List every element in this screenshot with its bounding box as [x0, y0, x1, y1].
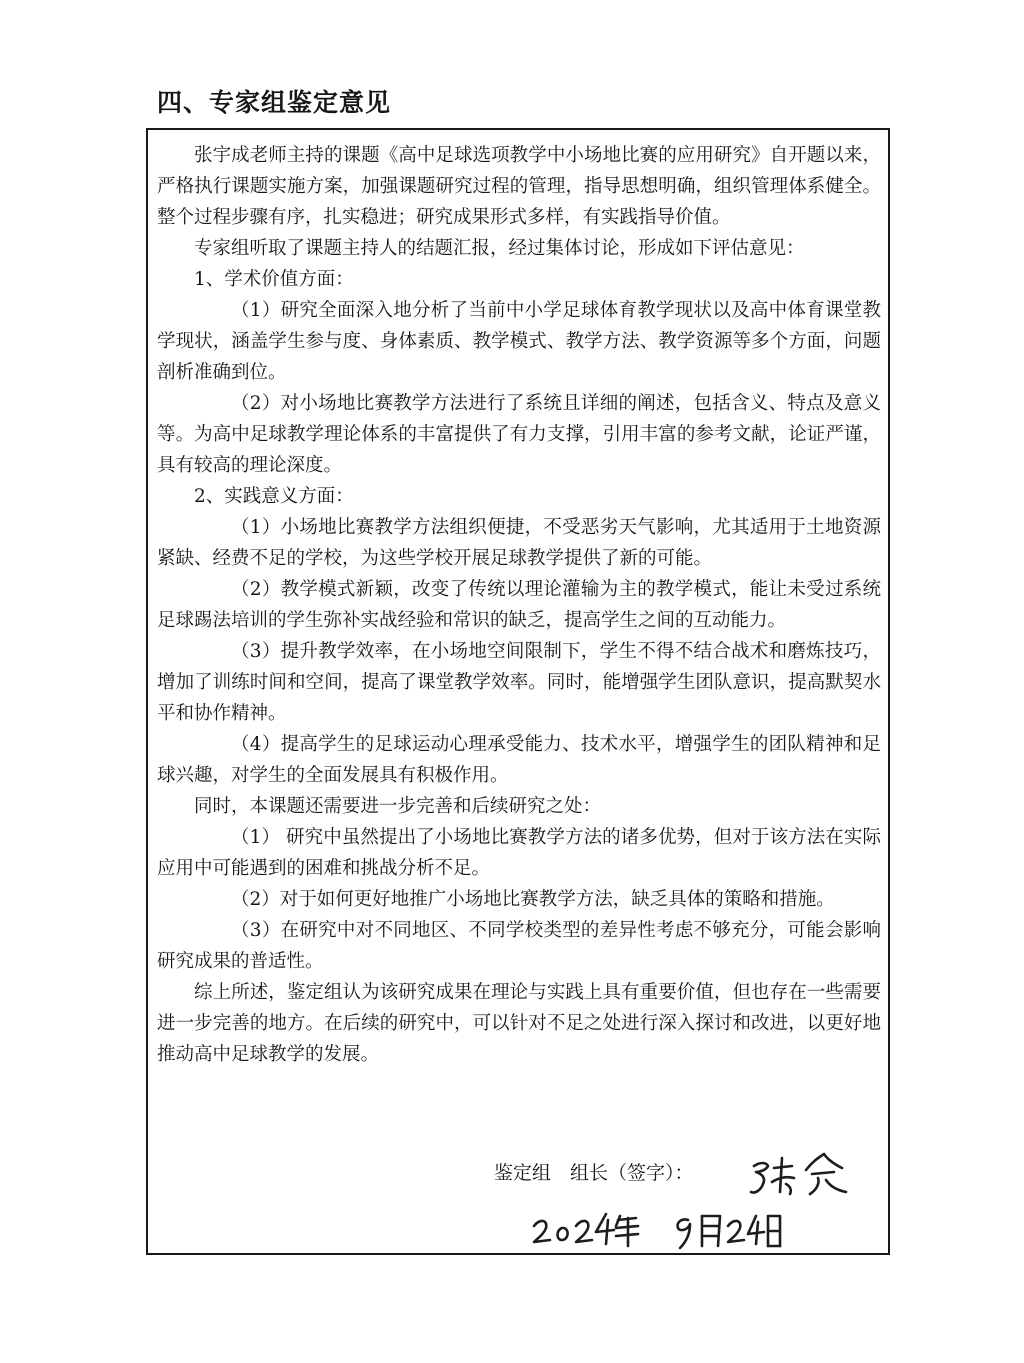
- signature-block: [494, 1148, 874, 1248]
- paragraph-conclusion: 综上所述，鉴定组认为该研究成果在理论与实践上具有重要价值，但也存在一些需要进一步完善的地方。在后续的研究中，可以针对不足之处进行深入探讨和改进，以更好地推动高中足球教学的发展。: [157, 982, 881, 1065]
- paragraph-evaluation-lead: 专家组听取了课题主持人的结题汇报，经过集体讨论，形成如下评估意见：: [194, 238, 805, 259]
- academic-item-2: （2）对小场地比赛教学方法进行了系统且详细的阐述，包括含义、特点及意义等。为高中足球教学理论体系的丰富提供了有力支撑，引用丰富的参考文献，论证严谨，具有较高的理论深度。: [157, 393, 881, 476]
- heading-practical-value: 2、实践意义方面：: [194, 486, 354, 507]
- paragraph-intro: 张宇成老师主持的课题《高中足球选项教学中小场地比赛的应用研究》自开题以来，严格执行课题实施方案，加强课题研究过程的管理，指导思想明确，组织管理体系健全。整个过程步骤有序，扎实稳进；研究成果形式多样，有实践指导价值。: [157, 145, 881, 228]
- shortcoming-item-3: （3）在研究中对不同地区、不同学校类型的差异性考虑不够充分，可能会影响研究成果的普适性。: [157, 920, 881, 972]
- practical-item-4: （4）提高学生的足球运动心理承受能力、技术水平，增强学生的团队精神和足球兴趣，对学生的全面发展具有积极作用。: [157, 734, 881, 786]
- opinion-body: [157, 140, 881, 1070]
- shortcoming-item-1: （1） 研究中虽然提出了小场地比赛教学方法的诸多优势，但对于该方法在实际应用中可能遇到的困难和挑战分析不足。: [157, 827, 881, 879]
- heading-academic-value: 1、学术价值方面：: [194, 269, 354, 290]
- signature-label: 鉴定组 组长（签字）：: [494, 1162, 694, 1184]
- practical-item-2: （2）教学模式新颖，改变了传统以理论灌输为主的教学模式，能让未受过系统足球踢法培训的学生弥补实战经验和常识的缺乏，提高学生之间的互动能力。: [157, 579, 881, 631]
- paragraph-shortcomings-lead: 同时，本课题还需要进一步完善和后续研究之处：: [194, 796, 602, 817]
- practical-item-1: （1）小场地比赛教学方法组织便捷，不受恶劣天气影响，尤其适用于土地资源紧缺、经费不足的学校，为这些学校开展足球教学提供了新的可能。: [157, 517, 881, 569]
- shortcoming-item-2: （2）对于如何更好地推广小场地比赛教学方法，缺乏具体的策略和措施。: [231, 889, 835, 910]
- academic-item-1: （1）研究全面深入地分析了当前中小学足球体育教学现状以及高中体育课堂教学现状，涵盖学生参与度、身体素质、教学模式、教学方法、教学资源等多个方面，问题剖析准确到位。: [157, 300, 881, 383]
- practical-item-3: （3）提升教学效率，在小场地空间限制下，学生不得不结合战术和磨炼技巧，增加了训练时间和空间，提高了课堂教学效率。同时，能增强学生团队意识，提高默契水平和协作精神。: [157, 641, 881, 724]
- section-title: 四、专家组鉴定意见: [157, 88, 392, 117]
- handwritten-signature: [746, 1148, 856, 1204]
- handwritten-date: [532, 1206, 782, 1254]
